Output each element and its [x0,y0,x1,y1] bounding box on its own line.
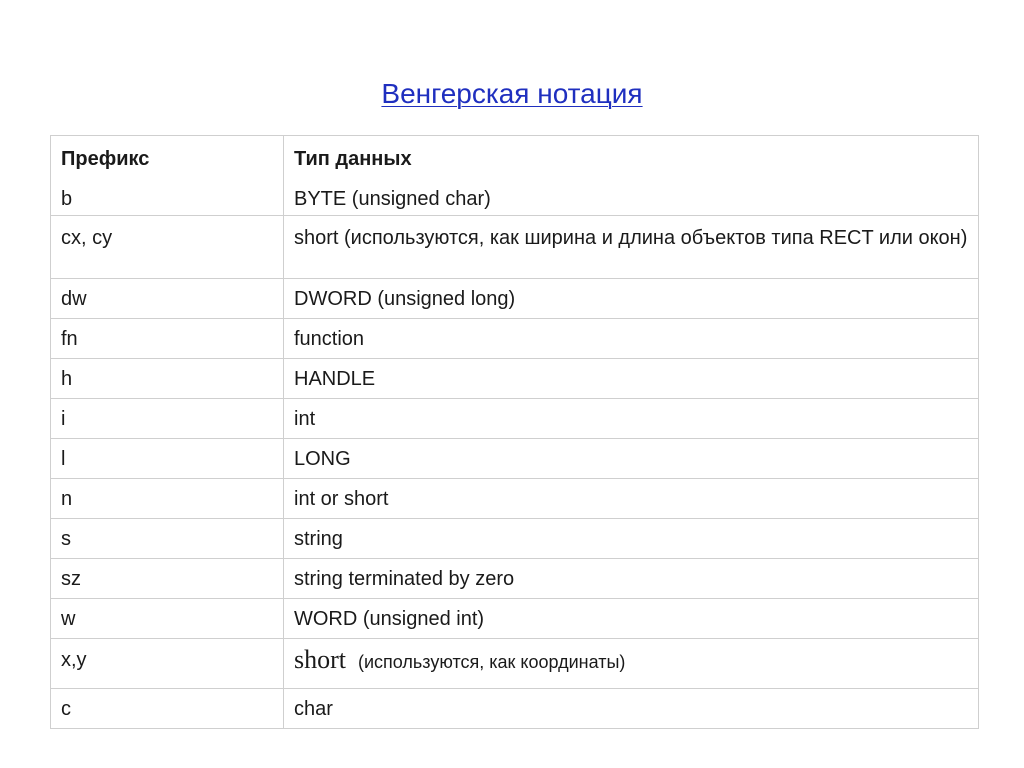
cell-prefix: dw [51,279,284,319]
cell-type: WORD (unsigned int) [284,599,979,639]
table-row [51,599,979,639]
type-note: (используются, как координаты) [358,652,626,672]
cell-type: DWORD (unsigned long) [284,279,979,319]
table-row [51,559,979,599]
cell-prefix: h [51,359,284,399]
table-row [51,319,979,359]
header-prefix-cell [51,136,284,216]
cell-type: function [284,319,979,359]
table-row [51,359,979,399]
cell-prefix: fn [51,319,284,359]
table-row [51,439,979,479]
table-row [51,639,979,689]
cell-prefix: x,y [51,639,284,689]
type-main: short [294,645,346,674]
table-row [51,689,979,729]
cell-type: LONG [284,439,979,479]
cell-type: HANDLE [284,359,979,399]
cell-prefix: i [51,399,284,439]
cell-prefix: c [51,689,284,729]
column-header-prefix: Префикс [61,148,150,170]
cell-prefix: sz [51,559,284,599]
cell-type: short (используются, как ширина и длина объектов типа RECT или окон) [284,216,979,279]
column-header-type: Тип данных [294,148,412,170]
cell-type: char [284,689,979,729]
cell-type: string terminated by zero [284,559,979,599]
cell-type: string [284,519,979,559]
cell-prefix: b [61,188,73,210]
table-row [51,216,979,279]
header-type-cell [284,136,979,216]
cell-prefix: n [51,479,284,519]
cell-prefix: l [51,439,284,479]
cell-type: int [284,399,979,439]
table-row [51,399,979,439]
cell-prefix: w [51,599,284,639]
page-title: Венгерская нотация [381,78,643,109]
table-row [51,279,979,319]
cell-prefix: cx, cy [51,216,284,279]
hungarian-notation-table [50,135,979,729]
cell-prefix: s [51,519,284,559]
cell-type [284,639,979,689]
table-row [51,519,979,559]
cell-type: BYTE (unsigned char) [294,188,491,210]
cell-type: int or short [284,479,979,519]
table-header-row [51,136,979,216]
table-row [51,479,979,519]
